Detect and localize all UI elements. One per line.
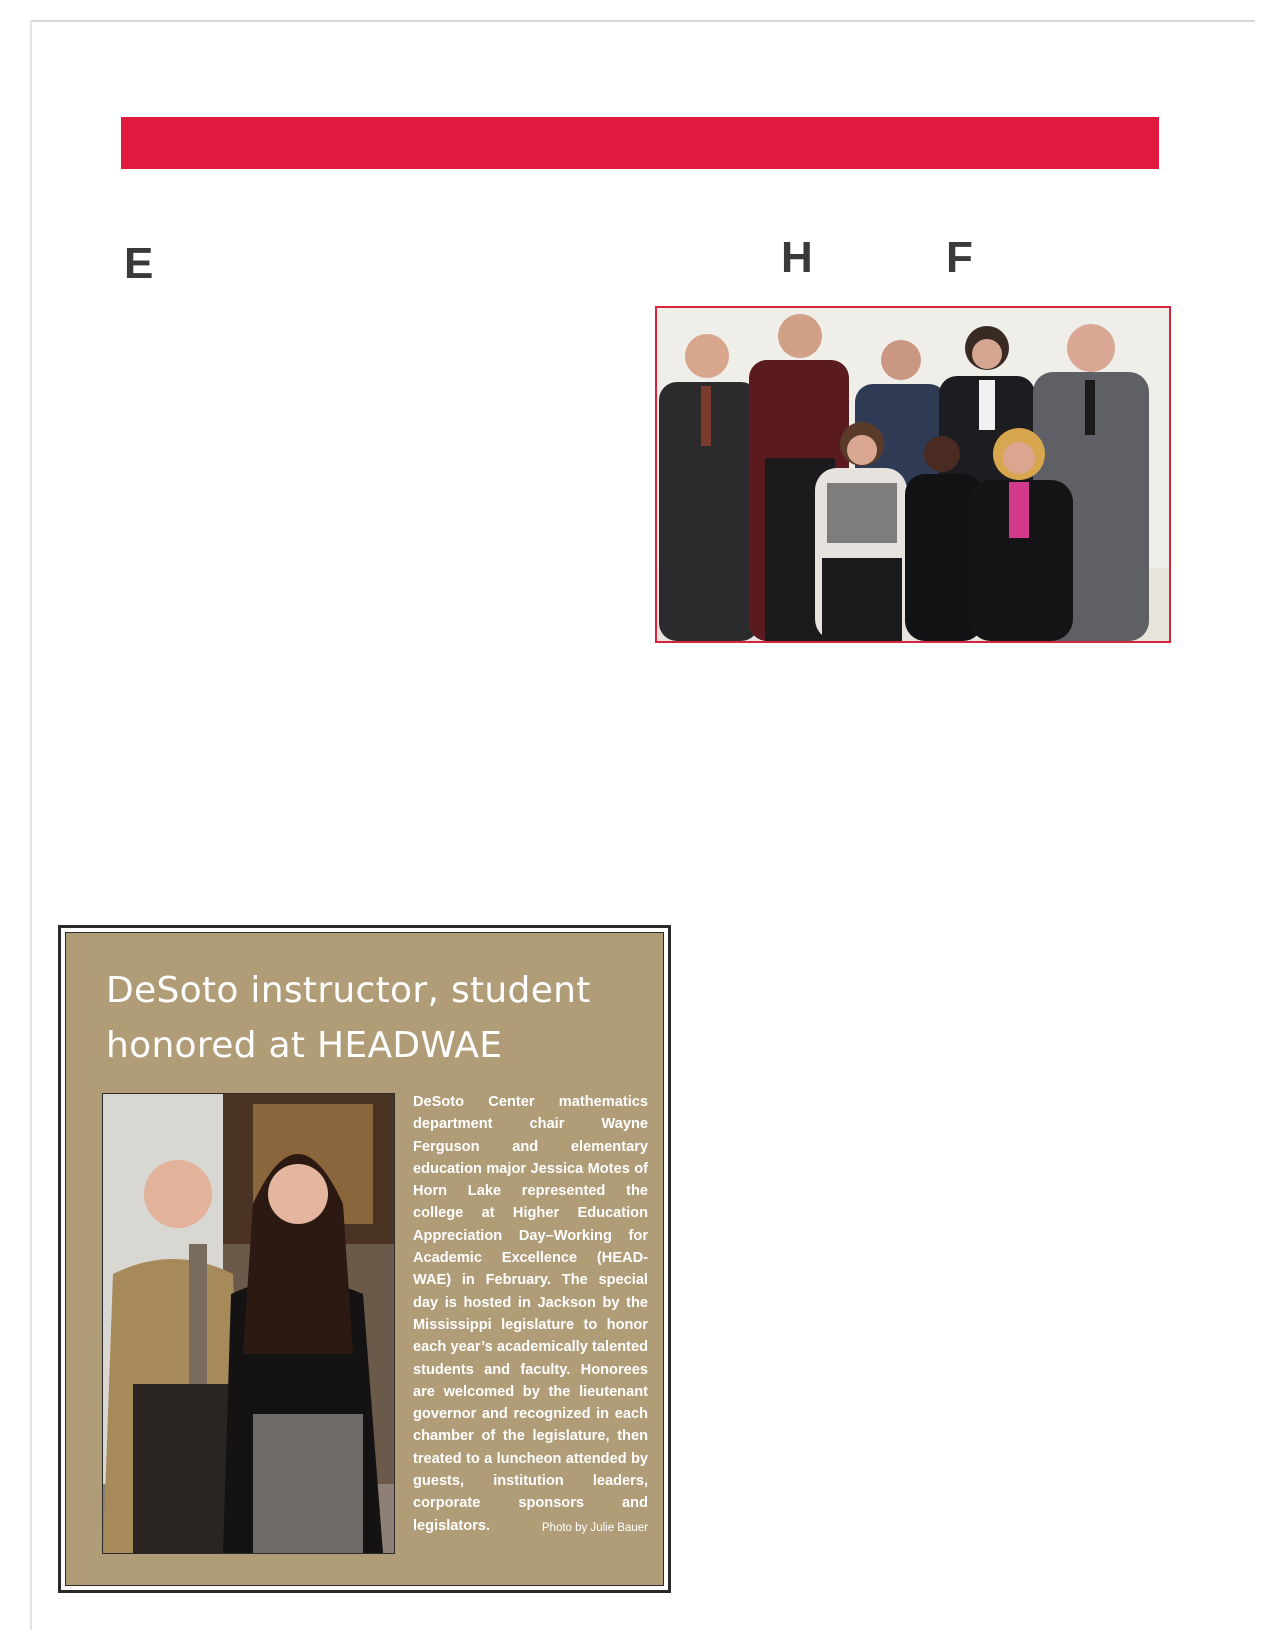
page-edge [30, 20, 32, 1630]
headwae-photo-image [103, 1094, 394, 1553]
sidebar-box [58, 925, 671, 1593]
page-edge [30, 20, 1255, 22]
sidebar-body-copy: DeSoto Center mathematics department chair Wayne Ferguson and elementary education major Jessica Motes of Horn Lake represented the college at Higher Education Appreciation Day–Working for Academic Excellence (HEAD-WAE) in February. The special day is hosted in Jackson by the Mississippi legislature to honor each year’s academically talented students and faculty. Honorees are welcomed by the lieutenant governor and recognized in each chamber of the legislature, then treated to a luncheon attended by guests, institution leaders, corporate sponsors and legislators. [413, 1094, 648, 1534]
sidebar-title-line: honored at HEADWAE [106, 1025, 503, 1066]
group-photo-image [657, 308, 1169, 641]
sidebar-title [106, 963, 626, 1073]
sidebar-title-line: DeSoto instructor, student [106, 970, 591, 1011]
photo-credit: Photo by Julie Bauer [541, 1521, 648, 1534]
sidebar-panel [65, 932, 664, 1586]
section-header-bar [121, 117, 1159, 169]
headwae-photo [102, 1093, 395, 1554]
group-photo [655, 306, 1171, 643]
sidebar-body-text [413, 1091, 648, 1539]
drop-letter: H [781, 233, 813, 282]
drop-letter: E [124, 239, 154, 288]
drop-letter: F [946, 233, 973, 282]
